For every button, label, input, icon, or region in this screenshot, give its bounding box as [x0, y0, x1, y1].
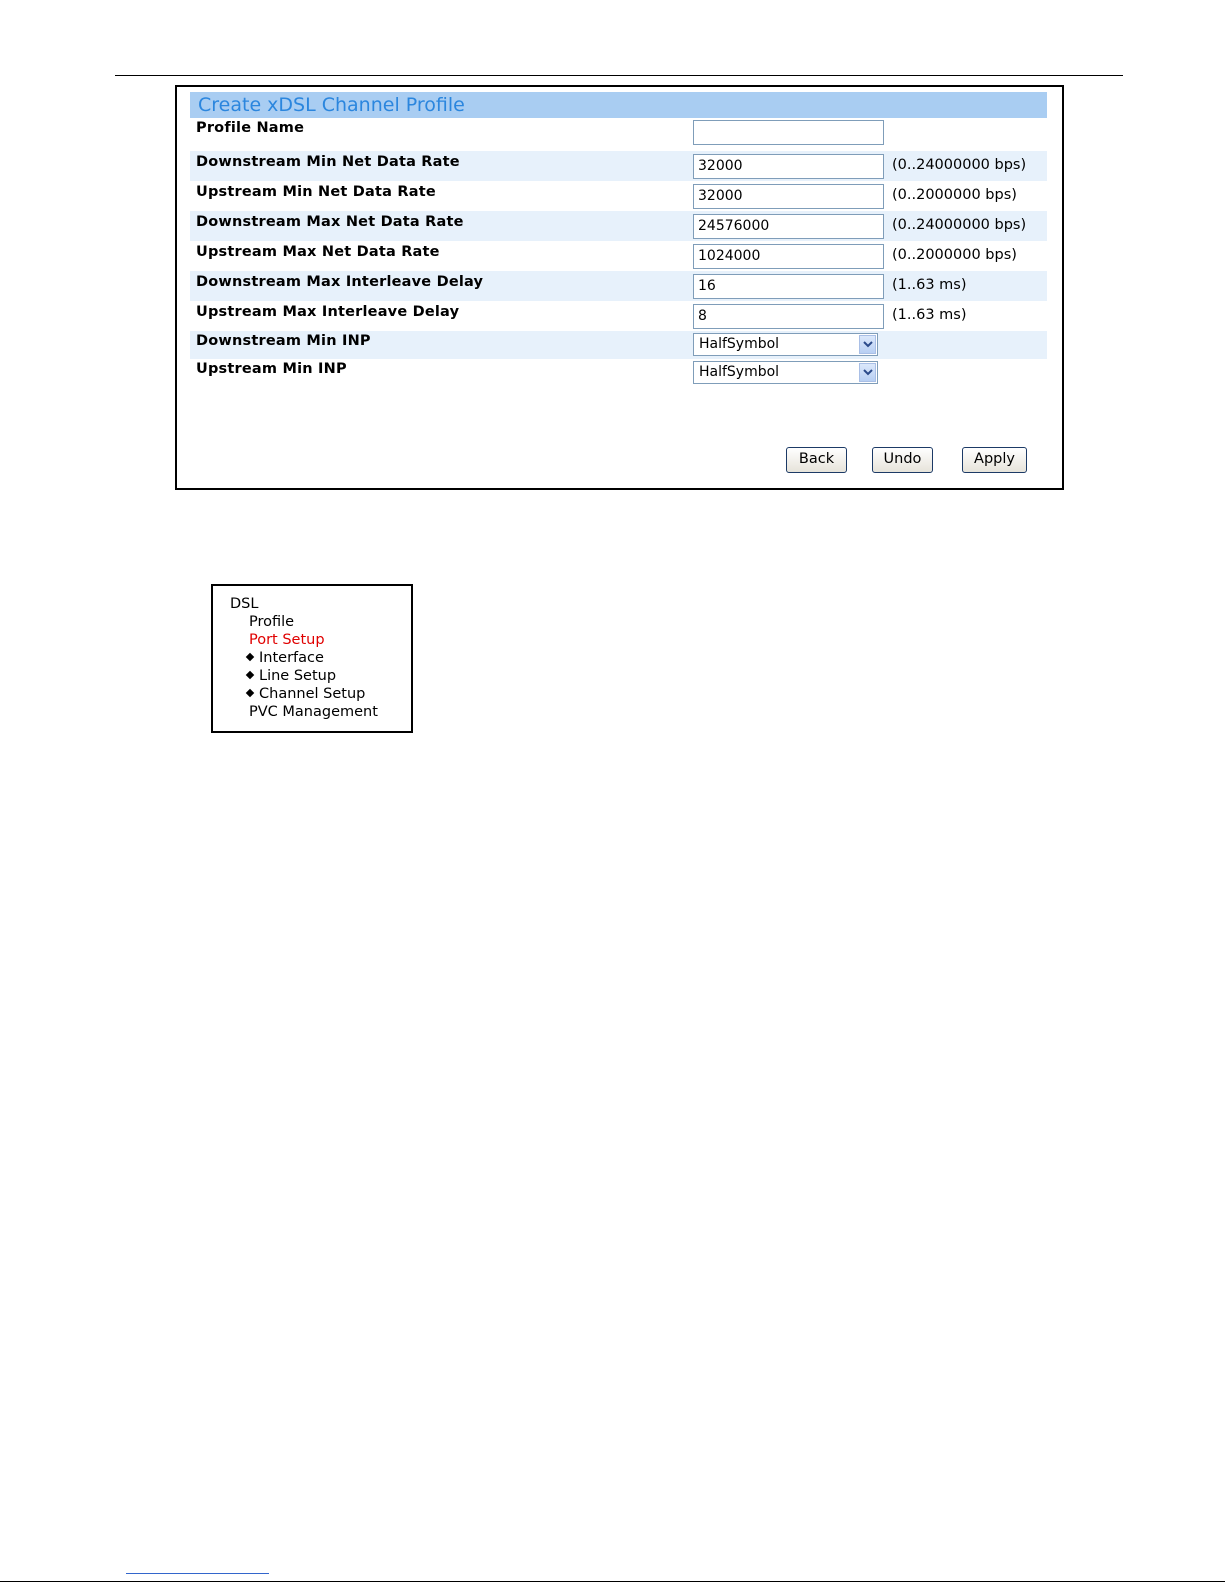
row-upstream-min-net-data-rate [190, 181, 1047, 211]
upstream-max-net-data-rate-range: (0..2000000 bps) [892, 247, 1017, 263]
downstream-min-net-data-rate-range: (0..24000000 bps) [892, 157, 1027, 173]
row-upstream-max-interleave-delay [190, 301, 1047, 331]
upstream-max-interleave-delay-range: (1..63 ms) [892, 307, 967, 323]
downstream-max-net-data-rate-input[interactable]: 24576000 [693, 214, 884, 239]
profile-name-input[interactable] [693, 120, 884, 145]
downstream-max-interleave-delay-label: Downstream Max Interleave Delay [196, 274, 484, 290]
downstream-max-net-data-rate-label: Downstream Max Net Data Rate [196, 214, 464, 230]
upstream-min-net-data-rate-input[interactable]: 32000 [693, 184, 884, 209]
nav-item-line-setup[interactable] [247, 667, 336, 685]
downstream-max-net-data-rate-range: (0..24000000 bps) [892, 217, 1027, 233]
upstream-min-inp-label: Upstream Min INP [196, 361, 347, 377]
upstream-min-inp-value: HalfSymbol [699, 364, 780, 380]
row-downstream-min-net-data-rate [190, 151, 1047, 181]
downstream-max-interleave-delay-input[interactable]: 16 [693, 274, 884, 299]
nav-item-interface[interactable] [247, 649, 324, 667]
bullet-icon [246, 653, 254, 661]
downstream-min-inp-label: Downstream Min INP [196, 333, 371, 349]
nav-item-pvc-management[interactable]: PVC Management [249, 704, 378, 720]
upstream-max-net-data-rate-input[interactable]: 1024000 [693, 244, 884, 269]
nav-item-profile[interactable]: Profile [249, 614, 295, 630]
upstream-max-interleave-delay-label: Upstream Max Interleave Delay [196, 304, 460, 320]
downstream-min-inp-value: HalfSymbol [699, 336, 780, 352]
chevron-down-icon[interactable] [859, 363, 876, 382]
nav-item-line-setup-label: Line Setup [259, 668, 337, 684]
undo-button[interactable]: Undo [872, 447, 933, 473]
nav-item-port-setup[interactable]: Port Setup [249, 632, 325, 648]
upstream-min-net-data-rate-label: Upstream Min Net Data Rate [196, 184, 436, 200]
row-downstream-max-net-data-rate [190, 211, 1047, 241]
footer-link-underline [126, 1573, 269, 1574]
downstream-min-inp-select[interactable] [693, 333, 878, 356]
row-upstream-min-inp [190, 359, 1047, 387]
navigation-tree [211, 584, 413, 733]
channel-profile-panel [175, 85, 1064, 490]
bullet-icon [246, 671, 254, 679]
downstream-max-interleave-delay-range: (1..63 ms) [892, 277, 967, 293]
upstream-min-net-data-rate-range: (0..2000000 bps) [892, 187, 1017, 203]
apply-button[interactable]: Apply [962, 447, 1027, 473]
downstream-min-net-data-rate-label: Downstream Min Net Data Rate [196, 154, 460, 170]
nav-item-channel-setup[interactable] [247, 685, 365, 703]
nav-root-dsl[interactable]: DSL [230, 596, 259, 612]
row-upstream-max-net-data-rate [190, 241, 1047, 271]
upstream-max-net-data-rate-label: Upstream Max Net Data Rate [196, 244, 440, 260]
downstream-min-net-data-rate-input[interactable]: 32000 [693, 154, 884, 179]
row-profile-name [190, 118, 1047, 148]
back-button[interactable]: Back [786, 447, 847, 473]
row-downstream-min-inp [190, 331, 1047, 359]
page-header-rule [115, 75, 1123, 76]
page-footer-rule [0, 1581, 1225, 1582]
upstream-max-interleave-delay-input[interactable]: 8 [693, 304, 884, 329]
row-downstream-max-interleave-delay [190, 271, 1047, 301]
upstream-min-inp-select[interactable] [693, 361, 878, 384]
profile-name-label: Profile Name [196, 120, 305, 136]
chevron-down-icon[interactable] [859, 335, 876, 354]
bullet-icon [246, 689, 254, 697]
panel-title: Create xDSL Channel Profile [190, 92, 1047, 118]
nav-item-channel-setup-label: Channel Setup [259, 686, 366, 702]
nav-item-interface-label: Interface [259, 650, 324, 666]
